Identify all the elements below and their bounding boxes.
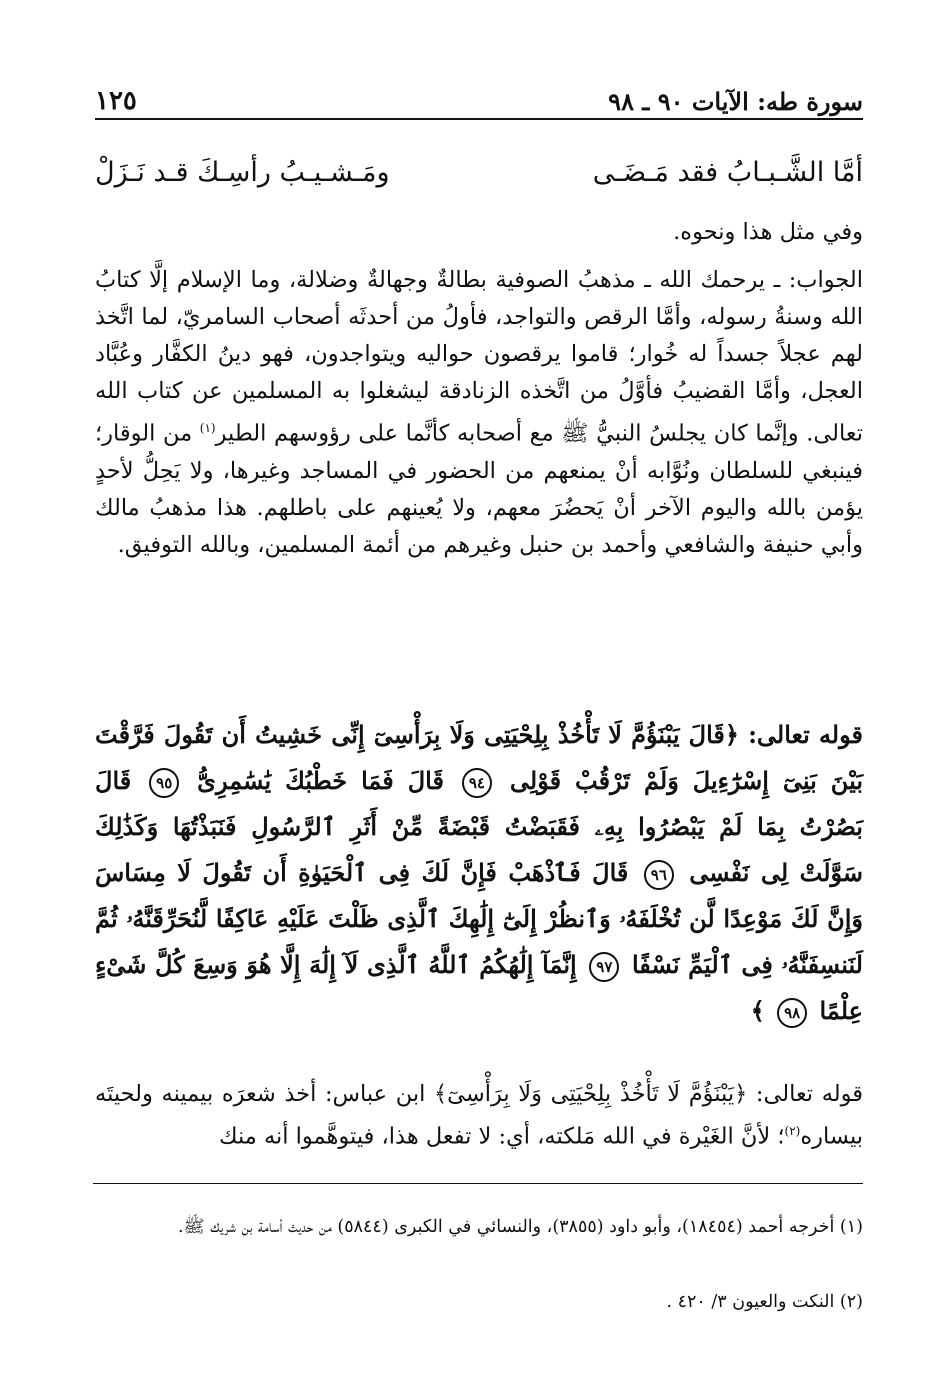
quran-verses bbox=[95, 712, 863, 1034]
commentary-text-cont: ؛ لأنَّ الغَيْرة في الله مَلكته، أي: لا تفعل هذا، فيتوهَّموا أنه منك bbox=[218, 1123, 785, 1150]
verse-number-96: ٩٦ bbox=[644, 860, 674, 890]
answer-paragraph bbox=[95, 262, 863, 564]
quran-close-bracket: ﴾ bbox=[750, 996, 765, 1025]
footnote-rule bbox=[93, 1183, 863, 1184]
answer-text: الجواب: ـ يرحمك الله ـ مذهبُ الصوفية بطالةٌ وجهالةٌ وضلالة، وما الإسلام إلَّا كتابُ الله وسنةُ رسوله، وأمَّا الرقص والتواجد، فأولُ من أحدثَه أصحاب السامريّ، لما اتَّخذ لهم عجلاً جسداً له خُوار؛ قاموا يرقصون حواليه ويتواجدون، فهو دينُ الكفَّار وعُبَّاد العجل، وأمَّا القضيبُ فأوَّلُ من اتَّخذه الزنادقة ليشغلوا به المسلمين عن كتاب الله تعالى. وإنَّما كان يجلسُ النبيُّ ﷺ مع أصحابه كأنَّما على رؤوسهم الطير bbox=[95, 267, 864, 447]
poem-hemistich-left: ومَـشـيـبُ رأسِـكَ قـد نَـزَلْ bbox=[95, 156, 390, 188]
quran-verse-97: قَالَ فَٱذْهَبْ فَإِنَّ لَكَ فِى ٱلْحَيَوٰةِ أَن تَقُولَ لَا مِسَاسَ وَإِنَّ لَكَ مَوْعِدًا لَّن تُخْلَفَهُۥ وَٱنظُرْ إِلَىٰٓ إِلَٰهِكَ ٱلَّذِى ظَلْتَ عَلَيْهِ عَاكِفًا لَّنُحَرِّقَنَّهُۥ ثُمَّ لَنَنسِفَنَّهُۥ فِى ٱلْيَمِّ نَسْفًا bbox=[95, 858, 863, 979]
header-rule bbox=[95, 118, 863, 120]
intro-paragraph: وفي مثل هذا ونحوه. bbox=[673, 219, 863, 245]
quran-lead: قوله تعالى: bbox=[738, 720, 863, 749]
commentary-paragraph bbox=[95, 1076, 863, 1156]
footnote-1: (١) أخرجه أحمد (١٨٤٥٤)، وأبو داود (٣٨٥٥)، والنسائي في الكبرى (٥٨٤٤) من حديث أسامة بن شريك ﷺ. bbox=[177, 1217, 863, 1237]
footnote-2: (٢) النكت والعيون ٣/ ٤٢٠ . bbox=[666, 1292, 863, 1312]
footnote-ref-2[interactable]: (٢) bbox=[784, 1124, 801, 1138]
commentary-text: قوله تعالى: ﴿يَبْنَؤُمَّ لَا تَأْخُذْ بِلِحْيَتِى وَلَا بِرَأْسِىٓ﴾ ابن عباس: أخذ شعرَه بيمينه ولحيتَه بيساره bbox=[95, 1081, 863, 1150]
quran-verse-95: قَالَ فَمَا خَطْبُكَ يَٰسَٰمِرِىُّ bbox=[197, 766, 444, 795]
page-header bbox=[95, 72, 863, 116]
verse-number-97: ٩٧ bbox=[589, 952, 619, 982]
quran-verse-94: ﴿قَالَ يَبْنَؤُمَّ لَا تَأْخُذْ بِلِحْيَتِى وَلَا بِرَأْسِىٓ إِنِّى خَشِيتُ أَن تَقُولَ فَرَّقْتَ بَيْنَ بَنِىٓ إِسْرَٰٓءِيلَ وَلَمْ تَرْقُبْ قَوْلِى bbox=[95, 720, 863, 795]
verse-number-94: ٩٤ bbox=[462, 768, 492, 798]
verse-number-98: ٩٨ bbox=[777, 998, 807, 1028]
footnote-ref-1[interactable]: (١) bbox=[199, 421, 216, 435]
quran-verse-98: إِنَّمَآ إِلَٰهُكُمُ ٱللَّهُ ٱلَّذِى لَآ إِلَٰهَ إِلَّا هُوَ وَسِعَ كُلَّ شَىْءٍ عِلْمًا bbox=[95, 950, 863, 1025]
answer-text-cont: من الوقار؛ فينبغي للسلطان ونُوَّابه أنْ يمنعهم من الحضور في المساجد وغيرها، ولا يَحِلُّ لأحدٍ يؤمن بالله واليوم الآخر أنْ يَحضُرَ معهم، ولا يُعينهم على باطلهم. هذا مذهبُ مالك وأبي حنيفة والشافعي وأحمد بن حنبل وغيرهم من أئمة المسلمين، وبالله التوفيق. bbox=[95, 420, 863, 558]
quran-verse-96: قَالَ بَصُرْتُ بِمَا لَمْ يَبْصُرُوا بِهِۦ فَقَبَضْتُ قَبْضَةً مِّنْ أَثَرِ ٱلرَّسُولِ فَنَبَذْتُهَا وَكَذَٰلِكَ سَوَّلَتْ لِى نَفْسِى bbox=[95, 766, 864, 887]
poem-verse bbox=[95, 148, 863, 196]
chapter-title: سورة طه: الآيات ٩٠ ـ ٩٨ bbox=[608, 87, 863, 116]
verse-number-95: ٩٥ bbox=[149, 768, 179, 798]
poem-hemistich-right: أمَّا الشَّـبـابُ فقد مَـضَـى bbox=[592, 156, 863, 188]
page-number: ١٢٥ bbox=[95, 86, 137, 116]
